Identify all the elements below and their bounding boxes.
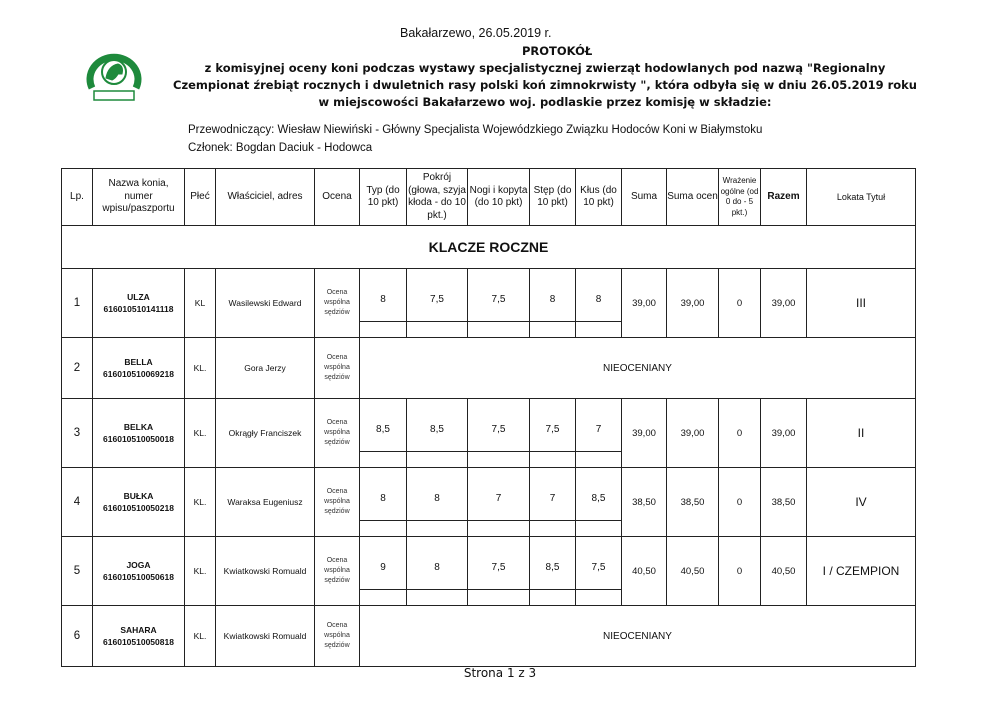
score-typ: 9 [360,537,407,590]
suma: 40,50 [622,537,667,606]
rating-type: Ocena wspólna sędziów [315,606,360,667]
row-number: 4 [62,468,93,537]
score-nogi: 7,5 [468,399,530,452]
score-step: 8 [530,269,576,322]
table-row [62,399,916,452]
col-step: Stęp (do 10 pkt) [530,169,576,226]
col-lp: Lp. [62,169,93,226]
score-nogi: 7,5 [468,537,530,590]
owner: Gora Jerzy [216,338,315,399]
score-typ: 8 [360,468,407,521]
score-klus: 7 [576,399,622,452]
empty-score-cell [360,590,407,606]
wrazenie: 0 [719,399,761,468]
sex: KL [185,269,216,338]
owner: Kwiatkowski Romuald [216,606,315,667]
col-razem: Razem [761,169,807,226]
document-title: PROTOKÓŁ [522,44,593,58]
razem: 39,00 [761,269,807,338]
owner: Okrągły Franciszek [216,399,315,468]
wrazenie: 0 [719,468,761,537]
table-row [62,606,916,667]
owner: Kwiatkowski Romuald [216,537,315,606]
col-klus: Kłus (do 10 pkt) [576,169,622,226]
empty-score-cell [468,322,530,338]
col-suma-ocen: Suma ocen [667,169,719,226]
evaluation-table [61,168,916,667]
empty-score-cell [407,590,468,606]
razem: 39,00 [761,399,807,468]
col-pokroj: Pokrój (głowa, szyja kłoda - do 10 pkt.) [407,169,468,226]
rating-type: Ocena wspólna sędziów [315,269,360,338]
col-owner: Właściciel, adres [216,169,315,226]
passport-number: 616010510050218 [103,503,174,513]
score-step: 7 [530,468,576,521]
score-pokroj: 8 [407,468,468,521]
horse-name: BELKA [123,422,154,432]
suma-ocen: 39,00 [667,269,719,338]
empty-score-cell [576,590,622,606]
empty-score-cell [576,452,622,468]
empty-score-cell [530,521,576,537]
suma-ocen: 39,00 [667,399,719,468]
rating-type: Ocena wspólna sędziów [315,468,360,537]
row-number: 2 [62,338,93,399]
row-number: 5 [62,537,93,606]
empty-score-cell [360,452,407,468]
lokata: III [807,269,916,338]
section-title: KLACZE ROCZNE [62,226,916,269]
row-number: 3 [62,399,93,468]
col-typ: Typ (do 10 pkt) [360,169,407,226]
sex: KL. [185,606,216,667]
passport-number: 616010510141118 [103,304,174,314]
passport-number: 616010510050818 [103,637,174,647]
col-name: Nazwa konia, numer wpisu/paszportu [93,169,185,226]
protocol-intro: z komisyjnej oceny koni podczas wystawy specjalistycznej zwierząt hodowlanych pod nazwą "Regionalny Czempionat źrebiąt rocznych i dwuletnich rasy polski koń zimnokrwisty ", która odbyła się w dniu 26.05.2019 roku w miejscowości Bakałarzewo woj. podlaskie przez komisję w składzie: [173,61,917,109]
horse-name-cell [93,269,185,338]
score-klus: 8,5 [576,468,622,521]
empty-score-cell [407,521,468,537]
owner: Wasilewski Edward [216,269,315,338]
horse-name-cell [93,468,185,537]
empty-score-cell [468,521,530,537]
owner: Waraksa Eugeniusz [216,468,315,537]
page-number: Strona 1 z 3 [463,666,537,680]
not-rated: NIEOCENIANY [360,338,916,399]
empty-score-cell [530,590,576,606]
lokata: I / CZEMPION [807,537,916,606]
table-row [62,537,916,590]
col-nogi: Nogi i kopyta (do 10 pkt) [468,169,530,226]
col-sex: Płeć [185,169,216,226]
suma-ocen: 40,50 [667,537,719,606]
wrazenie: 0 [719,269,761,338]
horse-name: JOGA [126,560,151,570]
empty-score-cell [360,322,407,338]
suma-ocen: 38,50 [667,468,719,537]
header-row [62,169,916,226]
committee-chair: Przewodniczący: Wiesław Niewiński - Główny Specjalista Wojewódzkiego Związku Hodoców Koni w Białymstoku [188,124,763,136]
passport-number: 616010510069218 [103,369,174,379]
score-pokroj: 8,5 [407,399,468,452]
sex: KL. [185,338,216,399]
empty-score-cell [360,521,407,537]
sex: KL. [185,537,216,606]
rating-type: Ocena wspólna sędziów [315,537,360,606]
lokata: II [807,399,916,468]
wrazenie: 0 [719,537,761,606]
suma: 38,50 [622,468,667,537]
score-pokroj: 8 [407,537,468,590]
section-row [62,226,916,269]
razem: 40,50 [761,537,807,606]
passport-number: 616010510050618 [103,572,174,582]
empty-score-cell [468,452,530,468]
empty-score-cell [576,322,622,338]
sex: KL. [185,468,216,537]
empty-score-cell [530,322,576,338]
horse-name: ULZA [127,292,150,302]
score-klus: 7,5 [576,537,622,590]
suma: 39,00 [622,269,667,338]
lokata: IV [807,468,916,537]
table-row [62,468,916,521]
score-typ: 8,5 [360,399,407,452]
score-nogi: 7,5 [468,269,530,322]
horse-name-cell [93,399,185,468]
razem: 38,50 [761,468,807,537]
horse-name-cell [93,606,185,667]
score-typ: 8 [360,269,407,322]
place-and-date: Bakałarzewo, 26.05.2019 r. [400,26,552,40]
empty-score-cell [468,590,530,606]
row-number: 1 [62,269,93,338]
rating-type: Ocena wspólna sędziów [315,399,360,468]
col-ocena: Ocena [315,169,360,226]
score-pokroj: 7,5 [407,269,468,322]
empty-score-cell [576,521,622,537]
empty-score-cell [530,452,576,468]
col-lokata: Lokata Tytuł [807,169,916,226]
association-logo [78,44,150,104]
committee-member: Członek: Bogdan Daciuk - Hodowca [188,142,373,154]
horse-name: BUŁKA [123,491,154,501]
empty-score-cell [407,322,468,338]
score-nogi: 7 [468,468,530,521]
horse-name: BELLA [124,357,153,367]
table-row [62,269,916,322]
score-klus: 8 [576,269,622,322]
rating-type: Ocena wspólna sędziów [315,338,360,399]
horse-name-cell [93,338,185,399]
passport-number: 616010510050018 [103,434,174,444]
horse-name-cell [93,537,185,606]
horse-name: SAHARA [120,625,157,635]
sex: KL. [185,399,216,468]
table-row [62,338,916,399]
score-step: 7,5 [530,399,576,452]
row-number: 6 [62,606,93,667]
col-wrazenie: Wrażenie ogólne (od 0 do - 5 pkt.) [719,169,761,226]
col-suma: Suma [622,169,667,226]
score-step: 8,5 [530,537,576,590]
suma: 39,00 [622,399,667,468]
not-rated: NIEOCENIANY [360,606,916,667]
empty-score-cell [407,452,468,468]
